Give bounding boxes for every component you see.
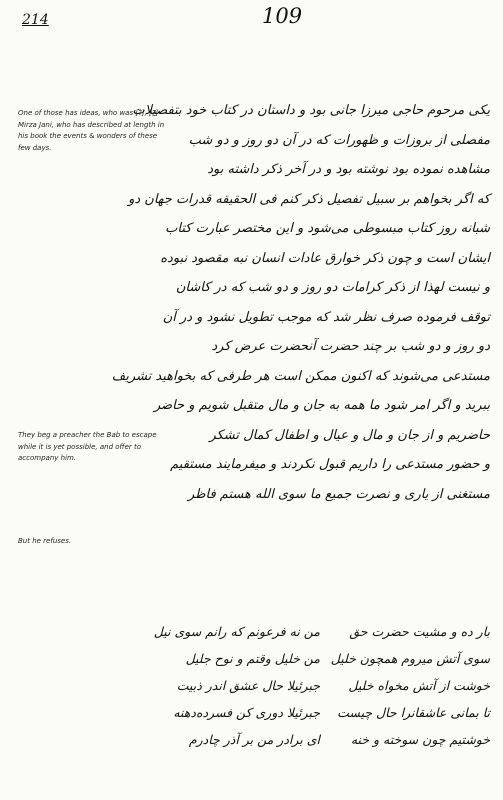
prose-line: مفصلی از بروزات و ظهورات که در آن دو روز و دو شب [188,132,490,148]
prose-line: که اگر بخواهم بر سبیل تفصیل ذکر کنم فی الحقیقه قدرات جهان دو [128,191,490,207]
prose-line: یکی مرحوم حاجی میرزا جانی بود و داستان در کتاب خود بتفصیلات [132,103,490,118]
prose-line: دو روز و دو شب بر چند حضرت آنحضرت عرض کرد [211,339,490,354]
verse-couplet [165,645,490,672]
verse-hemistich-second: جبرئیلا دوری کن فسرده‌دهنه [173,705,320,720]
margin-note: But he refuses. [18,537,72,545]
prose-line: ایشان است و چون ذکر خوارق عادات انسان نبه مقصود نبوده [160,250,490,266]
prose-line: مشاهده نموده بود نوشته بود و در آخر ذکر داشته بود [207,162,490,177]
margin-note: They beg a preacher the Bab to escape while it is yet possible, and offer to accompany him. [18,431,157,462]
prose-line: و حضور مستدعی را داریم قبول نکردند و میفرمایند مستقیم [170,457,490,472]
prose-line: شبانه روز کتاب مبسوطی می‌شود و این مختصر عبارت کتاب [165,221,490,236]
verse-hemistich-second: من خلیل وقتم و نوح جلیل [185,651,320,666]
folio-number: 214 [22,12,49,28]
verse-couplet [165,699,490,726]
prose-line: مستغنی از یاری و نصرت جمیع ما سوی الله هستم فاظر [187,486,490,502]
page-number: 109 [262,4,303,28]
prose-body [111,96,490,509]
verse-couplet [165,672,490,699]
verse-block [153,618,490,753]
prose-line: ببرید و اگر امر شود ما همه به جان و مال متقبل شویم و حاضر [153,398,490,413]
verse-hemistich-first: خوشتیم چون سوخته و خنه [350,732,490,747]
prose-line: توقف فرموده صرف نظر شد که موجب تطویل نشود و در آن [162,309,490,325]
verse-hemistich-first: تا بمانی عاشقانرا حال چیست [337,705,490,720]
prose-line: مستدعی می‌شوند که اکنون ممکن است هر طرفی که بخواهید تشریف [111,368,490,384]
verse-hemistich-first: خوشت از آتش مخواه خلیل [348,678,490,693]
verse-hemistich-first: بار ده و مشیت حضرت حق [349,624,490,639]
verse-couplet [153,618,490,645]
verse-hemistich-second: من نه فرعونم که رانم سوی نیل [153,624,320,639]
verse-hemistich-second: ای برادر من بر آذر چادرم [188,732,320,747]
verse-couplet [165,726,490,753]
verse-hemistich-first: سوی آتش میروم همچون خلیل [330,651,490,666]
prose-line: و نیست لهذا از ذکر کرامات دو روز و دو شب که در کاشان [175,280,490,295]
margin-note: One of those has ideas, who was [?], [?] Mirza Jani, who has described at length in his book the events & wonders of these few days. [18,109,165,152]
prose-line: حاضریم و از جان و مال و عیال و اطفال کمال تشکر [209,427,490,443]
verse-hemistich-second: جبرئیلا حال عشق اندر ذبیت [176,678,320,693]
